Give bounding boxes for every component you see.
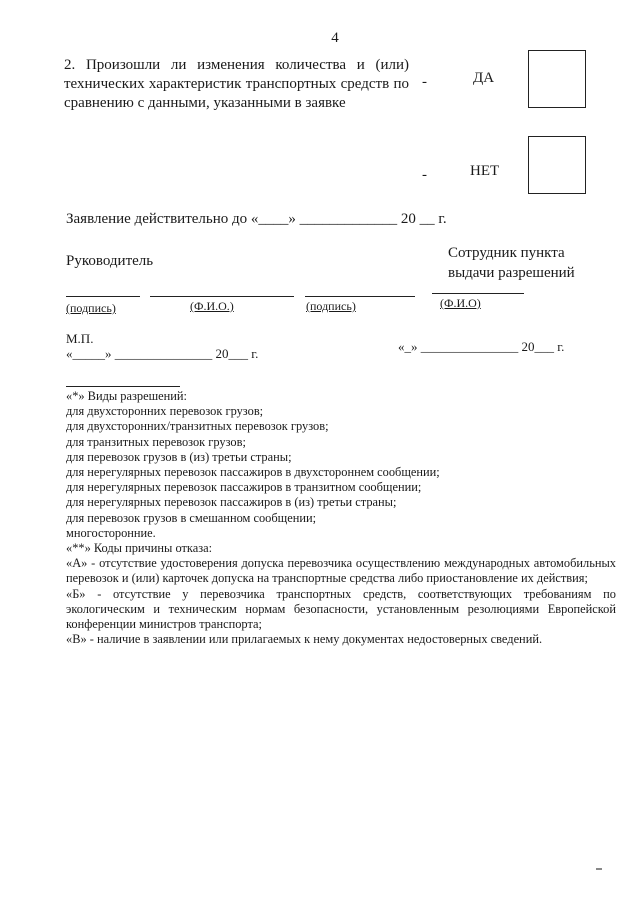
permit-item: для транзитных перевозок грузов;: [66, 434, 246, 449]
officer-name-line[interactable]: [432, 293, 524, 294]
yes-dash: -: [422, 74, 427, 90]
permit-item: для перевозок грузов в (из) третьи страны;: [66, 449, 292, 464]
reasons-title: «**» Коды причины отказа:: [66, 541, 213, 556]
head-signature-line[interactable]: [66, 296, 140, 297]
no-checkbox[interactable]: [528, 136, 586, 194]
stamp-label: М.П.: [66, 331, 94, 346]
yes-label: ДА: [473, 70, 495, 86]
reason-v: «В» - наличие в заявлении или прилагаемых к нему документах недостоверных сведений.: [66, 632, 543, 647]
no-label: НЕТ: [470, 163, 500, 179]
validity-line: Заявление действительно до «____» _____________ 20 __ г.: [66, 211, 447, 227]
caption-sign-right: (подпись): [306, 299, 356, 313]
right-date-line: «_» _______________ 20___ г.: [398, 339, 565, 354]
officer-role-line1: Сотрудник пункта: [448, 245, 565, 261]
head-name-line[interactable]: [150, 296, 294, 297]
permit-item: для нерегулярных перевозок пассажиров в (из) третьи страны;: [66, 495, 397, 510]
reason-b: «Б» - отсутствие у перевозчика транспортных средств, соответствующих требованиям по экологическим и техническим нормам безопасности, установленным резолюциями Европейской конференции министров транспорта;: [66, 586, 616, 632]
footnote-rule: [66, 386, 180, 387]
footnotes: [66, 389, 616, 647]
permit-item: для нерегулярных перевозок пассажиров в двухстороннем сообщении;: [66, 465, 440, 480]
question-text: 2. Произошли ли изменения количества и (или) технических характеристик транспортных средств по сравнению с данными, указанными в заявке: [64, 57, 409, 111]
scan-speck: [596, 868, 602, 870]
caption-name-left: (Ф.И.О.): [190, 299, 234, 313]
reason-a: «А» - отсутствие удостоверения допуска перевозчика осуществлению международных автомобильных перевозок и (или) карточек допуска на транспортные средства либо приостановление их действия;: [66, 556, 616, 586]
permit-item: для двухсторонних перевозок грузов;: [66, 404, 264, 419]
officer-role-line2: выдачи разрешений: [448, 265, 575, 281]
head-role: Руководитель: [66, 253, 154, 269]
permits-title: «*» Виды разрешений:: [66, 389, 187, 403]
caption-sign-left: (подпись): [66, 301, 116, 315]
permit-item: для двухсторонних/транзитных перевозок грузов;: [66, 419, 329, 434]
left-date-line: «_____» _______________ 20___ г.: [66, 346, 259, 361]
no-dash: -: [422, 167, 427, 183]
permit-item: для перевозок грузов в смешанном сообщении;: [66, 510, 317, 525]
officer-signature-line[interactable]: [305, 296, 415, 297]
caption-name-right: (Ф.И.О): [440, 296, 481, 310]
page-number: 4: [331, 30, 339, 46]
yes-checkbox[interactable]: [528, 50, 586, 108]
permit-item: для нерегулярных перевозок пассажиров в транзитном сообщении;: [66, 480, 422, 495]
permit-item: многосторонние.: [66, 525, 156, 540]
